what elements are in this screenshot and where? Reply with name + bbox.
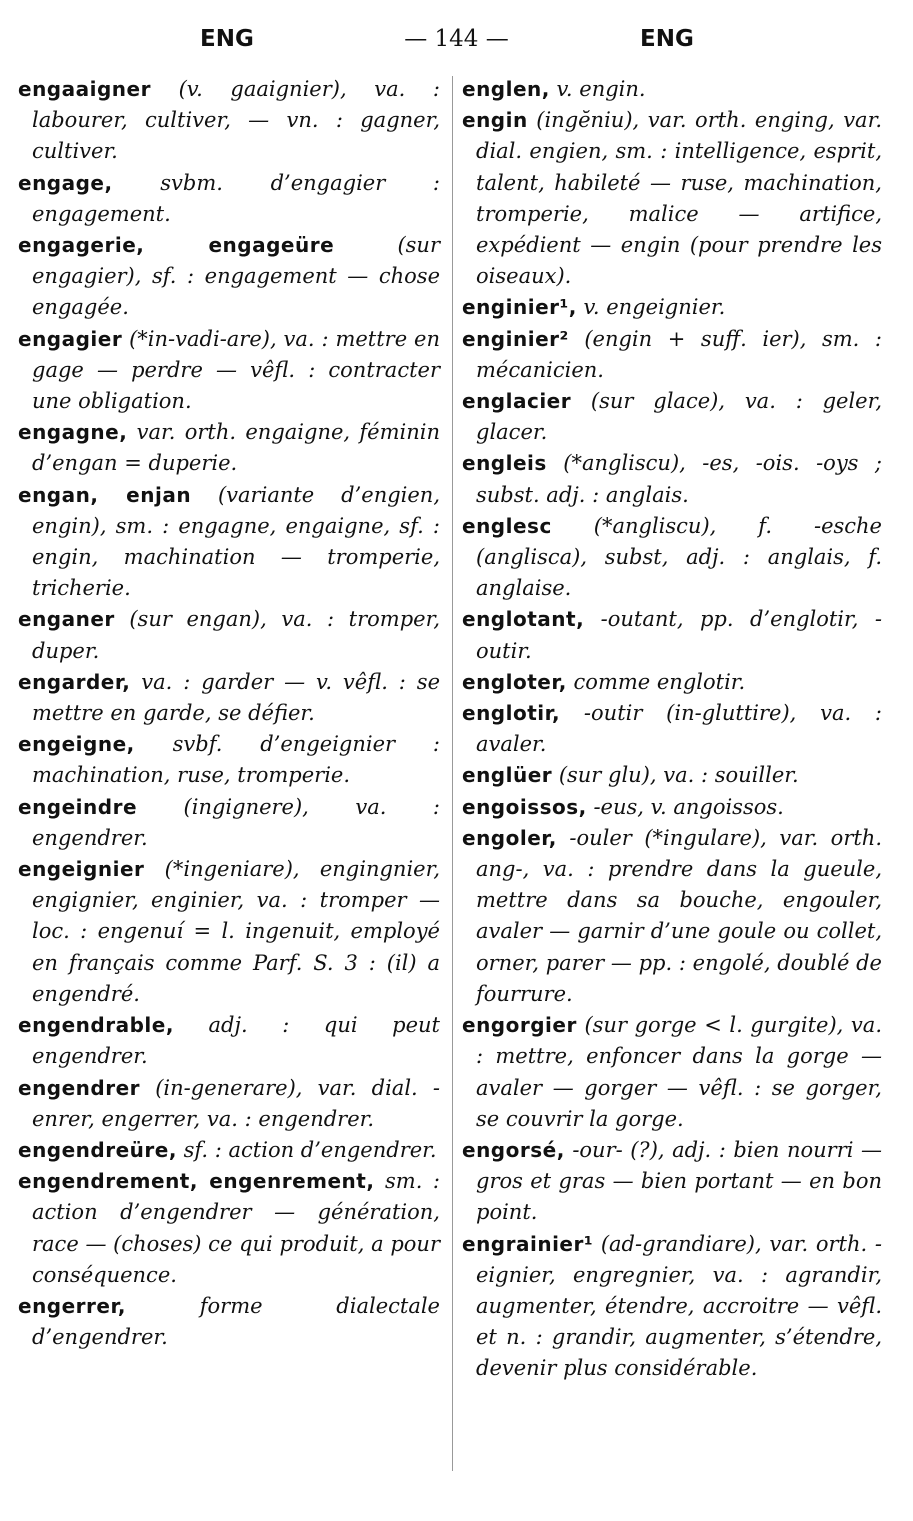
dictionary-entry — [18, 792, 440, 854]
dictionary-entry — [462, 604, 882, 666]
headword: englacier — [462, 389, 572, 414]
dictionary-entry — [18, 480, 440, 605]
dictionary-entry — [18, 324, 440, 418]
headword: engagier — [18, 326, 123, 351]
dictionary-entry — [462, 1229, 882, 1385]
entry-definition: -outant, pp. d’englotir, -outir. — [476, 607, 882, 663]
entry-definition: -eus, v. angoissos. — [586, 794, 784, 819]
headword: englüer — [462, 763, 553, 788]
entry-definition: (sur glace), va. : geler, glacer. — [476, 389, 882, 445]
entry-definition: (*angliscu), f. -esche (anglisca), subst, adj. : anglais, f. anglaise. — [476, 513, 882, 601]
dictionary-entry — [18, 1135, 440, 1166]
headword: engorsé, — [462, 1137, 565, 1162]
dictionary-entry — [462, 386, 882, 448]
dictionary-entry — [18, 1291, 440, 1353]
headword: engoissos, — [462, 794, 587, 819]
entry-definition: (engin + suff. ier), sm. : mécanicien. — [476, 326, 882, 382]
entry-definition: (ad-grandiare), var. orth. -eignier, engregnier, va. : agrandir, augmenter, étendre, accroitre — vêfl. et n. : grandir, augmenter, s’étendre, devenir plus considérable. — [476, 1231, 882, 1381]
entry-definition: (v. gaaignier), va. : labourer, cultiver, — vn. : gagner, cultiver. — [32, 77, 440, 164]
dictionary-entry — [462, 823, 882, 1010]
dictionary-entry — [462, 667, 882, 698]
dictionary-entry — [18, 168, 440, 230]
dictionary-entry — [462, 448, 882, 510]
entry-definition: v. engeignier. — [576, 295, 726, 320]
entry-definition: (sur engagier), sf. : engagement — chose engagée. — [32, 233, 440, 320]
dictionary-entry — [18, 417, 440, 479]
entry-definition: (variante d’engien, engin), sm. : engagne, engaigne, sf. : engin, machination — tromperie, tricherie. — [32, 482, 441, 601]
headword: englotant, — [462, 607, 585, 632]
entry-definition: (*in-vadi-are), va. : mettre en gage — perdre — vêfl. : contracter une obligation. — [32, 326, 440, 414]
dictionary-entry — [18, 729, 440, 791]
headword: engeignier — [18, 857, 145, 882]
headword: engaaigner — [18, 77, 151, 101]
dictionary-entry — [462, 74, 882, 105]
dictionary-entry — [18, 74, 440, 168]
entry-definition: var. orth. engaigne, féminin d’engan = duperie. — [32, 420, 440, 476]
headword: engeigne, — [18, 732, 135, 757]
entry-definition: (sur glu), va. : souiller. — [552, 763, 799, 788]
left-column — [18, 74, 440, 1353]
entry-definition: (*angliscu), -es, -ois. -oys ; subst. adj. : anglais. — [476, 451, 882, 507]
headword: enginier² — [462, 326, 569, 351]
dictionary-entry — [18, 604, 440, 666]
dictionary-entry — [18, 230, 440, 324]
headword: engendrement, engenrement, — [18, 1169, 375, 1194]
entry-definition: (ingignere), va. : engendrer. — [32, 794, 440, 850]
headword: engage, — [18, 170, 113, 195]
headword: engoler, — [462, 825, 557, 850]
dictionary-entry — [462, 760, 882, 791]
entry-definition: (*ingeniare), engingnier, engignier, enginier, va. : tromper — loc. : engenuí = l. ingenuit, employé en français comme Parf. S. 3 : (il) a engendré. — [32, 857, 440, 1006]
dictionary-entry — [18, 1166, 440, 1291]
dictionary-entry — [462, 1010, 882, 1135]
headword: englesc — [462, 513, 552, 538]
dictionary-entry — [18, 667, 440, 729]
entry-definition: v. engin. — [549, 77, 646, 101]
entry-definition: -ouler (*ingulare), var. orth. ang-, va. : prendre dans la gueule, mettre dans sa bouche, engouler, avaler — garnir d’une goule ou collet, orner, parer — pp. : engolé, doublé de fourrure. — [476, 825, 882, 1006]
running-head-right: ENG — [640, 26, 694, 52]
headword: engin — [462, 108, 528, 133]
headword: engerrer, — [18, 1293, 126, 1318]
headword: engan, enjan — [18, 482, 192, 507]
headword: engendrable, — [18, 1013, 174, 1038]
entry-definition: svbm. d’engagier : engagement. — [32, 170, 440, 226]
headword: engagerie, engageüre — [18, 233, 335, 258]
headword: engleis — [462, 451, 547, 476]
dictionary-entry — [18, 854, 440, 1010]
entry-definition: va. : garder — v. vêfl. : se mettre en garde, se défier. — [32, 669, 440, 726]
dictionary-entry — [18, 1010, 440, 1072]
headword: engagne, — [18, 420, 128, 445]
dictionary-entry — [18, 1073, 440, 1135]
dictionary-entry — [462, 292, 882, 323]
entry-definition: (sur engan), va. : tromper, duper. — [32, 607, 440, 663]
headword: engendrer — [18, 1075, 141, 1100]
headword: engloter, — [462, 669, 567, 694]
page-number: — 144 — — [404, 26, 509, 52]
headword: engendreüre, — [18, 1137, 177, 1162]
entry-definition: (in-generare), var. dial. -enrer, engerrer, va. : engendrer. — [32, 1075, 440, 1131]
headword: engorgier — [462, 1013, 577, 1038]
entry-definition: adj. : qui peut engendrer. — [32, 1013, 440, 1069]
page-header — [0, 26, 913, 62]
dictionary-entry — [462, 698, 882, 760]
dictionary-entry — [462, 105, 882, 292]
headword: englen, — [462, 77, 550, 101]
headword: enginier¹, — [462, 295, 577, 320]
entry-definition: svbf. d’engeignier : machination, ruse, tromperie. — [32, 732, 440, 788]
entry-definition: -our- (?), adj. : bien nourri — gros et gras — bien portant — en bon point. — [476, 1137, 882, 1225]
headword: enganer — [18, 607, 115, 632]
dictionary-entry — [462, 1135, 882, 1229]
dictionary-entry — [462, 324, 882, 386]
headword: englotir, — [462, 701, 561, 726]
entry-definition: (ingĕniu), var. orth. enging, var. dial. engien, sm. : intelligence, esprit, talent, habileté — ruse, machination, tromperie, malice — artifice, expédient — engin (pour prendre les oiseaux). — [476, 108, 882, 289]
dictionary-entry — [462, 511, 882, 605]
dictionary-entry — [462, 792, 882, 823]
column-divider — [452, 76, 453, 1471]
headword: engeindre — [18, 794, 138, 819]
entry-definition: -outir (in-gluttire), va. : avaler. — [476, 701, 882, 757]
entry-definition: sm. : action d’engendrer — génération, race — (choses) ce qui produit, a pour conséquence. — [32, 1169, 440, 1287]
entry-definition: sf. : action d’engendrer. — [176, 1137, 437, 1162]
headword: engrainier¹ — [462, 1231, 594, 1256]
entry-definition: (sur gorge < l. gurgite), va. : mettre, enfoncer dans la gorge — avaler — gorger — vêfl. : se gorger, se couvrir la gorge. — [476, 1013, 882, 1131]
entry-definition: comme englotir. — [566, 669, 746, 694]
right-column — [462, 74, 882, 1385]
headword: engarder, — [18, 669, 131, 694]
running-head-left: ENG — [200, 26, 254, 52]
entry-definition: forme dialectale d’engendrer. — [32, 1293, 440, 1350]
